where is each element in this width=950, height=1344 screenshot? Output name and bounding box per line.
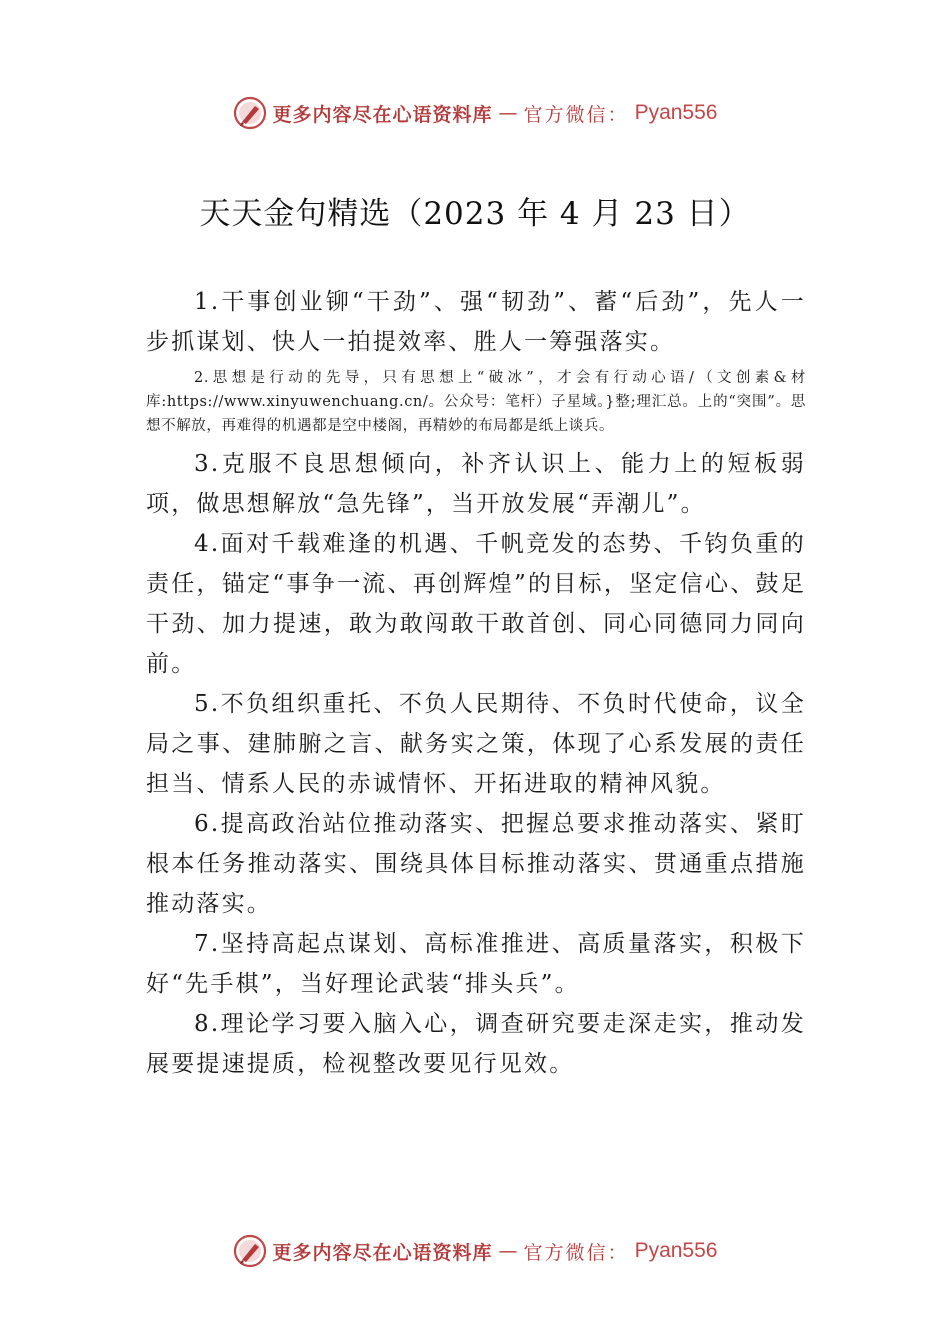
paragraph-7: 7.坚持高起点谋划、高标准推进、高质量落实，积极下好“先手棋”，当好理论武装“排头兵”。: [146, 931, 806, 997]
watermark-dash: —: [498, 102, 518, 124]
page-title: 天天金句精选（2023 年 4 月 23 日）: [199, 196, 751, 232]
document-body: [146, 282, 806, 1084]
pen-logo-icon: [233, 96, 267, 130]
watermark-wechat-id: Pyan556: [634, 1239, 718, 1262]
watermark-text: 更多内容尽在心语资料库: [272, 103, 493, 126]
watermark-wechat-id: Pyan556: [634, 101, 718, 124]
watermark-text: 更多内容尽在心语资料库: [272, 1241, 493, 1264]
watermark-dash: —: [498, 1240, 518, 1262]
watermark-label: 官方微信：: [523, 103, 629, 126]
paragraph-6: 6.提高政治站位推动落实、把握总要求推动落实、紧盯根本任务推动落实、围绕具体目标推动落实、贯通重点措施推动落实。: [146, 811, 806, 917]
paragraph-2: 2.思想是行动的先导，只有思想上“破冰”，才会有行动心语/（文创素&材库:https://www.xinyuwenchuang.cn/。公众号：笔杆）子星域。}整;理汇总。上的“突围”。思想不解放，再难得的机遇都是空中楼阁，再精妙的布局都是纸上谈兵。: [146, 370, 806, 434]
header-watermark: [0, 96, 950, 130]
paragraph-8: 8.理论学习要入脑入心，调查研究要走深走实，推动发展要提速提质，检视整改要见行见效。: [146, 1011, 806, 1077]
footer-watermark: [0, 1234, 950, 1268]
paragraph-1: 1.干事创业铆“干劲”、强“韧劲”、蓄“后劲”，先人一步抓谋划、快人一拍提效率、胜人一筹强落实。: [146, 289, 806, 355]
paragraph-4: 4.面对千载难逢的机遇、千帆竞发的态势、千钧负重的责任，锚定“事争一流、再创辉煌”的目标，坚定信心、鼓足干劲、加力提速，敢为敢闯敢干敢首创、同心同德同力同向前。: [146, 531, 806, 677]
pen-logo-icon: [233, 1234, 267, 1268]
paragraph-3: 3.克服不良思想倾向，补齐认识上、能力上的短板弱项，做思想解放“急先锋”，当开放发展“弄潮儿”。: [146, 451, 806, 517]
watermark-label: 官方微信：: [523, 1241, 629, 1264]
paragraph-5: 5.不负组织重托、不负人民期待、不负时代使命，议全局之事、建肺腑之言、献务实之策，体现了心系发展的责任担当、情系人民的赤诚情怀、开拓进取的精神风貌。: [146, 691, 806, 797]
